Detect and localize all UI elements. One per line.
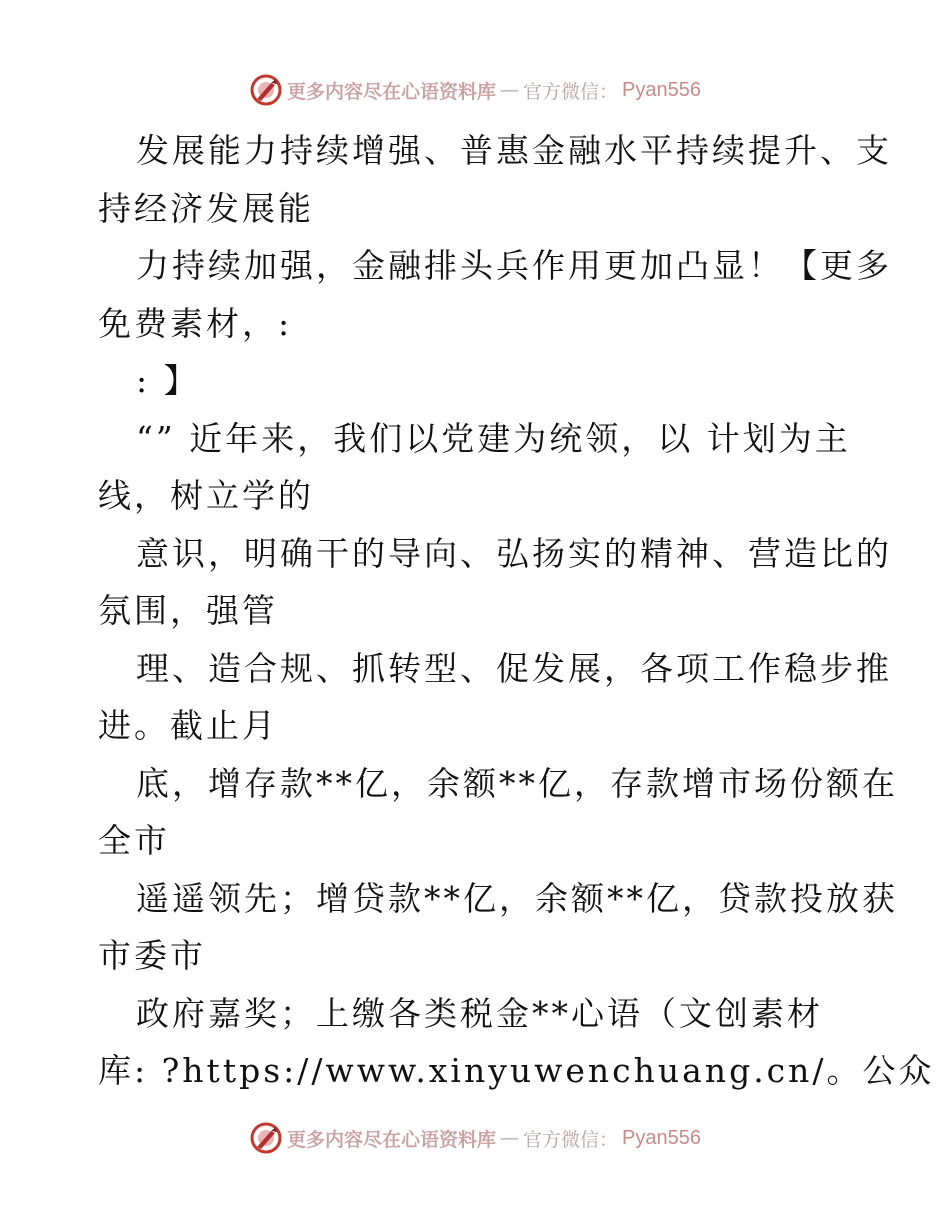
body-line: 遥遥领先；增贷款**亿，余额**亿，贷款投放获 (136, 878, 898, 918)
body-line: 力持续加强，金融排头兵作用更加凸显！【更多 (136, 246, 892, 285)
header-watermark-banner (0, 70, 950, 110)
footer-wechat-label: 官方微信： (523, 1128, 619, 1151)
footer-separator: — (500, 1127, 520, 1149)
body-line: 政府嘉奖；上缴各类税金**心语（文创素材 (136, 993, 823, 1033)
body-line: : 】 (136, 361, 200, 400)
body-line: 持经济发展能 (98, 188, 314, 228)
document-body (98, 122, 935, 1100)
footer-watermark-banner (0, 1118, 950, 1158)
body-line: 发展能力持续增强、普惠金融水平持续提升、支 (136, 131, 892, 170)
logo-icon (249, 1121, 283, 1155)
header-wechat-id: Pyan556 (622, 78, 701, 101)
body-line: 意识，明确干的导向、弘扬实的精神、营造比的 (136, 533, 892, 573)
body-line: 全市 (98, 821, 170, 860)
body-line: 库: ?https://www.xinyuwenchuang.cn/。公众 (98, 1051, 935, 1090)
body-line: 氛围，强管 (98, 591, 278, 630)
footer-wechat-id: Pyan556 (622, 1126, 701, 1149)
body-line: “” 近年来，我们以党建为统领，以 计划为主 (136, 418, 851, 458)
body-line: 理、造合规、抓转型、促发展，各项工作稳步推 (136, 648, 892, 688)
body-line: 市委市 (98, 936, 206, 975)
body-line: 免费素材，: (98, 303, 293, 343)
body-line: 线，树立学的 (98, 476, 314, 515)
footer-brand-text: 更多内容尽在心语资料库 (287, 1128, 497, 1151)
body-line: 进。截止月 (98, 706, 278, 745)
logo-icon (249, 73, 283, 107)
body-line: 底，增存款**亿，余额**亿，存款增市场份额在 (136, 763, 898, 803)
header-wechat-label: 官方微信： (523, 80, 619, 103)
header-brand-text: 更多内容尽在心语资料库 (287, 80, 497, 103)
header-separator: — (500, 79, 520, 101)
